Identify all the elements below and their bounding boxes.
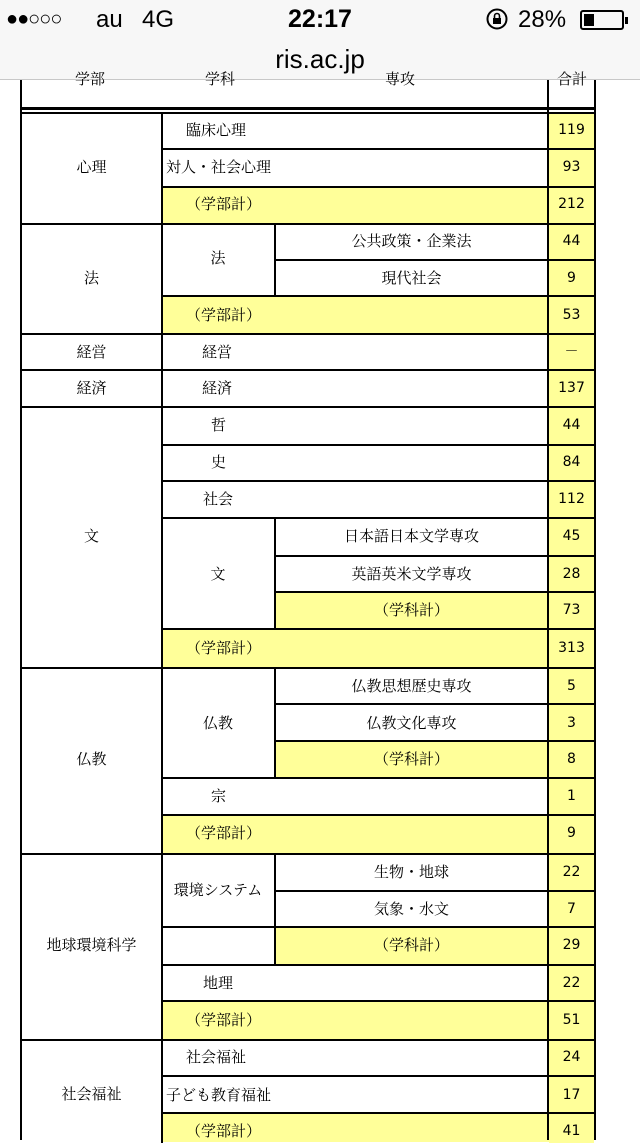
clock: 22:17 — [288, 5, 352, 33]
header-divider — [547, 107, 596, 110]
row-divider — [162, 814, 547, 816]
row-divider — [162, 777, 547, 779]
row-divider — [547, 591, 596, 593]
major-seibutsu: 生物・地球 — [373, 863, 449, 881]
faculty-divider — [20, 369, 596, 371]
faculty-divider — [20, 667, 596, 669]
row-divider — [275, 740, 547, 742]
dept-keizai: 経済 — [202, 379, 233, 397]
subtotal-label: （学部計） — [186, 639, 262, 657]
subtotal-label: （学科計） — [373, 936, 449, 954]
dept-shakaifukushi: 社会福祉 — [186, 1048, 247, 1066]
dept-keiei: 経営 — [202, 343, 233, 361]
subtotal-label: （学部計） — [186, 824, 262, 842]
row-divider — [547, 890, 596, 892]
dept-shu: 宗 — [211, 787, 227, 805]
value-cell: 41 — [562, 1123, 581, 1139]
row-divider — [275, 591, 547, 593]
row-divider — [547, 628, 596, 630]
value-cell: 9 — [567, 270, 576, 286]
major-bunka: 仏教文化専攻 — [366, 714, 457, 732]
row-divider — [547, 148, 596, 150]
value-cell: 3 — [567, 715, 576, 731]
battery-nub — [625, 17, 628, 24]
faculty-shinri: 心理 — [76, 158, 107, 176]
carrier-label: au — [96, 6, 123, 33]
faculty-divider — [20, 406, 596, 408]
row-divider — [162, 964, 547, 966]
row-divider — [162, 1000, 547, 1002]
faculty-divider — [20, 1039, 596, 1041]
subtotal-label: （学科計） — [373, 750, 449, 768]
row-divider — [162, 628, 547, 630]
subtotal-label: （学部計） — [186, 306, 262, 324]
value-cell: 73 — [562, 602, 581, 618]
row-divider — [162, 1075, 547, 1077]
row-divider — [547, 926, 596, 928]
header-divider — [20, 107, 547, 110]
value-cell: 93 — [562, 159, 581, 175]
value-cell: 22 — [562, 975, 581, 991]
dept-shi: 史 — [211, 453, 227, 471]
row-divider — [547, 480, 596, 482]
value-cell: 9 — [567, 825, 576, 841]
value-cell: 22 — [562, 864, 581, 880]
value-cell: 112 — [558, 491, 585, 507]
major-nihongo: 日本語日本文学専攻 — [343, 527, 479, 545]
row-divider — [547, 964, 596, 966]
row-divider — [547, 703, 596, 705]
dept-taijin: 対人・社会心理 — [166, 158, 272, 176]
row-divider — [547, 1075, 596, 1077]
value-cell: 44 — [562, 233, 581, 249]
dept-bukkyo: 仏教 — [202, 714, 233, 732]
table-border — [20, 80, 22, 1140]
value-cell: 313 — [558, 640, 585, 656]
header-faculty: 学部 — [74, 70, 105, 88]
subtotal-label: （学部計） — [186, 1122, 262, 1140]
faculty-keizai: 経済 — [76, 379, 107, 397]
value-cell: 7 — [567, 901, 576, 917]
row-divider — [275, 555, 547, 557]
row-divider — [275, 259, 547, 261]
value-cell: － — [564, 344, 579, 360]
row-divider — [547, 517, 596, 519]
dept-chiri: 地理 — [203, 974, 234, 992]
faculty-bukkyo: 仏教 — [76, 750, 107, 768]
header-major: 専攻 — [384, 70, 415, 88]
status-bar — [0, 0, 640, 40]
row-divider — [275, 703, 547, 705]
header-divider — [20, 112, 596, 114]
value-cell: 84 — [562, 454, 581, 470]
dept-hou: 法 — [210, 249, 226, 267]
row-divider — [547, 295, 596, 297]
row-divider — [162, 186, 547, 188]
row-divider — [547, 1112, 596, 1114]
dept-kankyo: 環境システム — [173, 881, 263, 899]
row-divider — [547, 259, 596, 261]
dept-bun: 文 — [210, 565, 226, 583]
table-border — [594, 80, 596, 1140]
major-gendai: 現代社会 — [381, 269, 442, 287]
row-divider — [547, 444, 596, 446]
subtotal-label: （学部計） — [186, 195, 262, 213]
faculty-fukushi: 社会福祉 — [61, 1085, 122, 1103]
row-divider — [275, 890, 547, 892]
header-dept: 学科 — [204, 70, 235, 88]
battery-fill — [584, 14, 594, 26]
faculty-chikyu: 地球環境科学 — [46, 936, 137, 954]
value-cell: 137 — [558, 380, 585, 396]
value-cell: 28 — [562, 566, 581, 582]
value-cell: 29 — [562, 937, 581, 953]
value-cell: 24 — [562, 1049, 581, 1065]
value-cell: 1 — [567, 788, 576, 804]
faculty-divider — [20, 223, 596, 225]
row-divider — [547, 814, 596, 816]
value-cell: 212 — [558, 196, 585, 212]
battery-percent: 28% — [518, 6, 567, 33]
value-cell: 53 — [562, 307, 581, 323]
row-divider — [162, 295, 547, 297]
faculty-keiei: 経営 — [76, 343, 107, 361]
faculty-hou: 法 — [83, 269, 99, 287]
subtotal-label: （学部計） — [186, 1011, 262, 1029]
row-divider — [547, 1000, 596, 1002]
battery-icon — [580, 10, 624, 30]
major-shiso: 仏教思想歴史専攻 — [351, 677, 472, 695]
signal-dots-icon: ●●○○○ — [6, 8, 62, 30]
row-divider — [547, 777, 596, 779]
row-divider — [162, 148, 547, 150]
value-cell: 119 — [558, 122, 585, 138]
value-cell: 45 — [562, 528, 581, 544]
value-cell: 17 — [562, 1087, 581, 1103]
row-divider — [162, 480, 547, 482]
dept-tetsu: 哲 — [211, 416, 227, 434]
row-divider — [547, 186, 596, 188]
value-cell: 5 — [567, 678, 576, 694]
dept-kodomo: 子ども教育福祉 — [166, 1086, 272, 1104]
value-cell: 8 — [567, 751, 576, 767]
major-eigo: 英語英米文学専攻 — [351, 565, 472, 583]
row-divider — [547, 740, 596, 742]
major-kisho: 気象・水文 — [373, 900, 449, 918]
row-divider — [162, 444, 547, 446]
value-cell: 51 — [562, 1012, 581, 1028]
network-type: 4G — [142, 6, 175, 33]
major-kokyo: 公共政策・企業法 — [351, 232, 472, 250]
row-divider — [162, 926, 547, 928]
dept-rinsho: 臨床心理 — [186, 121, 247, 139]
url-domain: ris.ac.jp — [275, 44, 365, 74]
enrollment-table — [0, 70, 640, 1140]
faculty-divider — [20, 853, 596, 855]
header-total: 合計 — [556, 70, 587, 88]
row-divider — [162, 1112, 547, 1114]
dept-shakai: 社会 — [203, 490, 234, 508]
subtotal-label: （学科計） — [373, 601, 449, 619]
faculty-bun: 文 — [83, 527, 99, 545]
faculty-divider — [20, 333, 596, 335]
rotation-lock-icon — [486, 8, 508, 30]
row-divider — [162, 517, 547, 519]
row-divider — [547, 555, 596, 557]
value-cell: 44 — [562, 417, 581, 433]
